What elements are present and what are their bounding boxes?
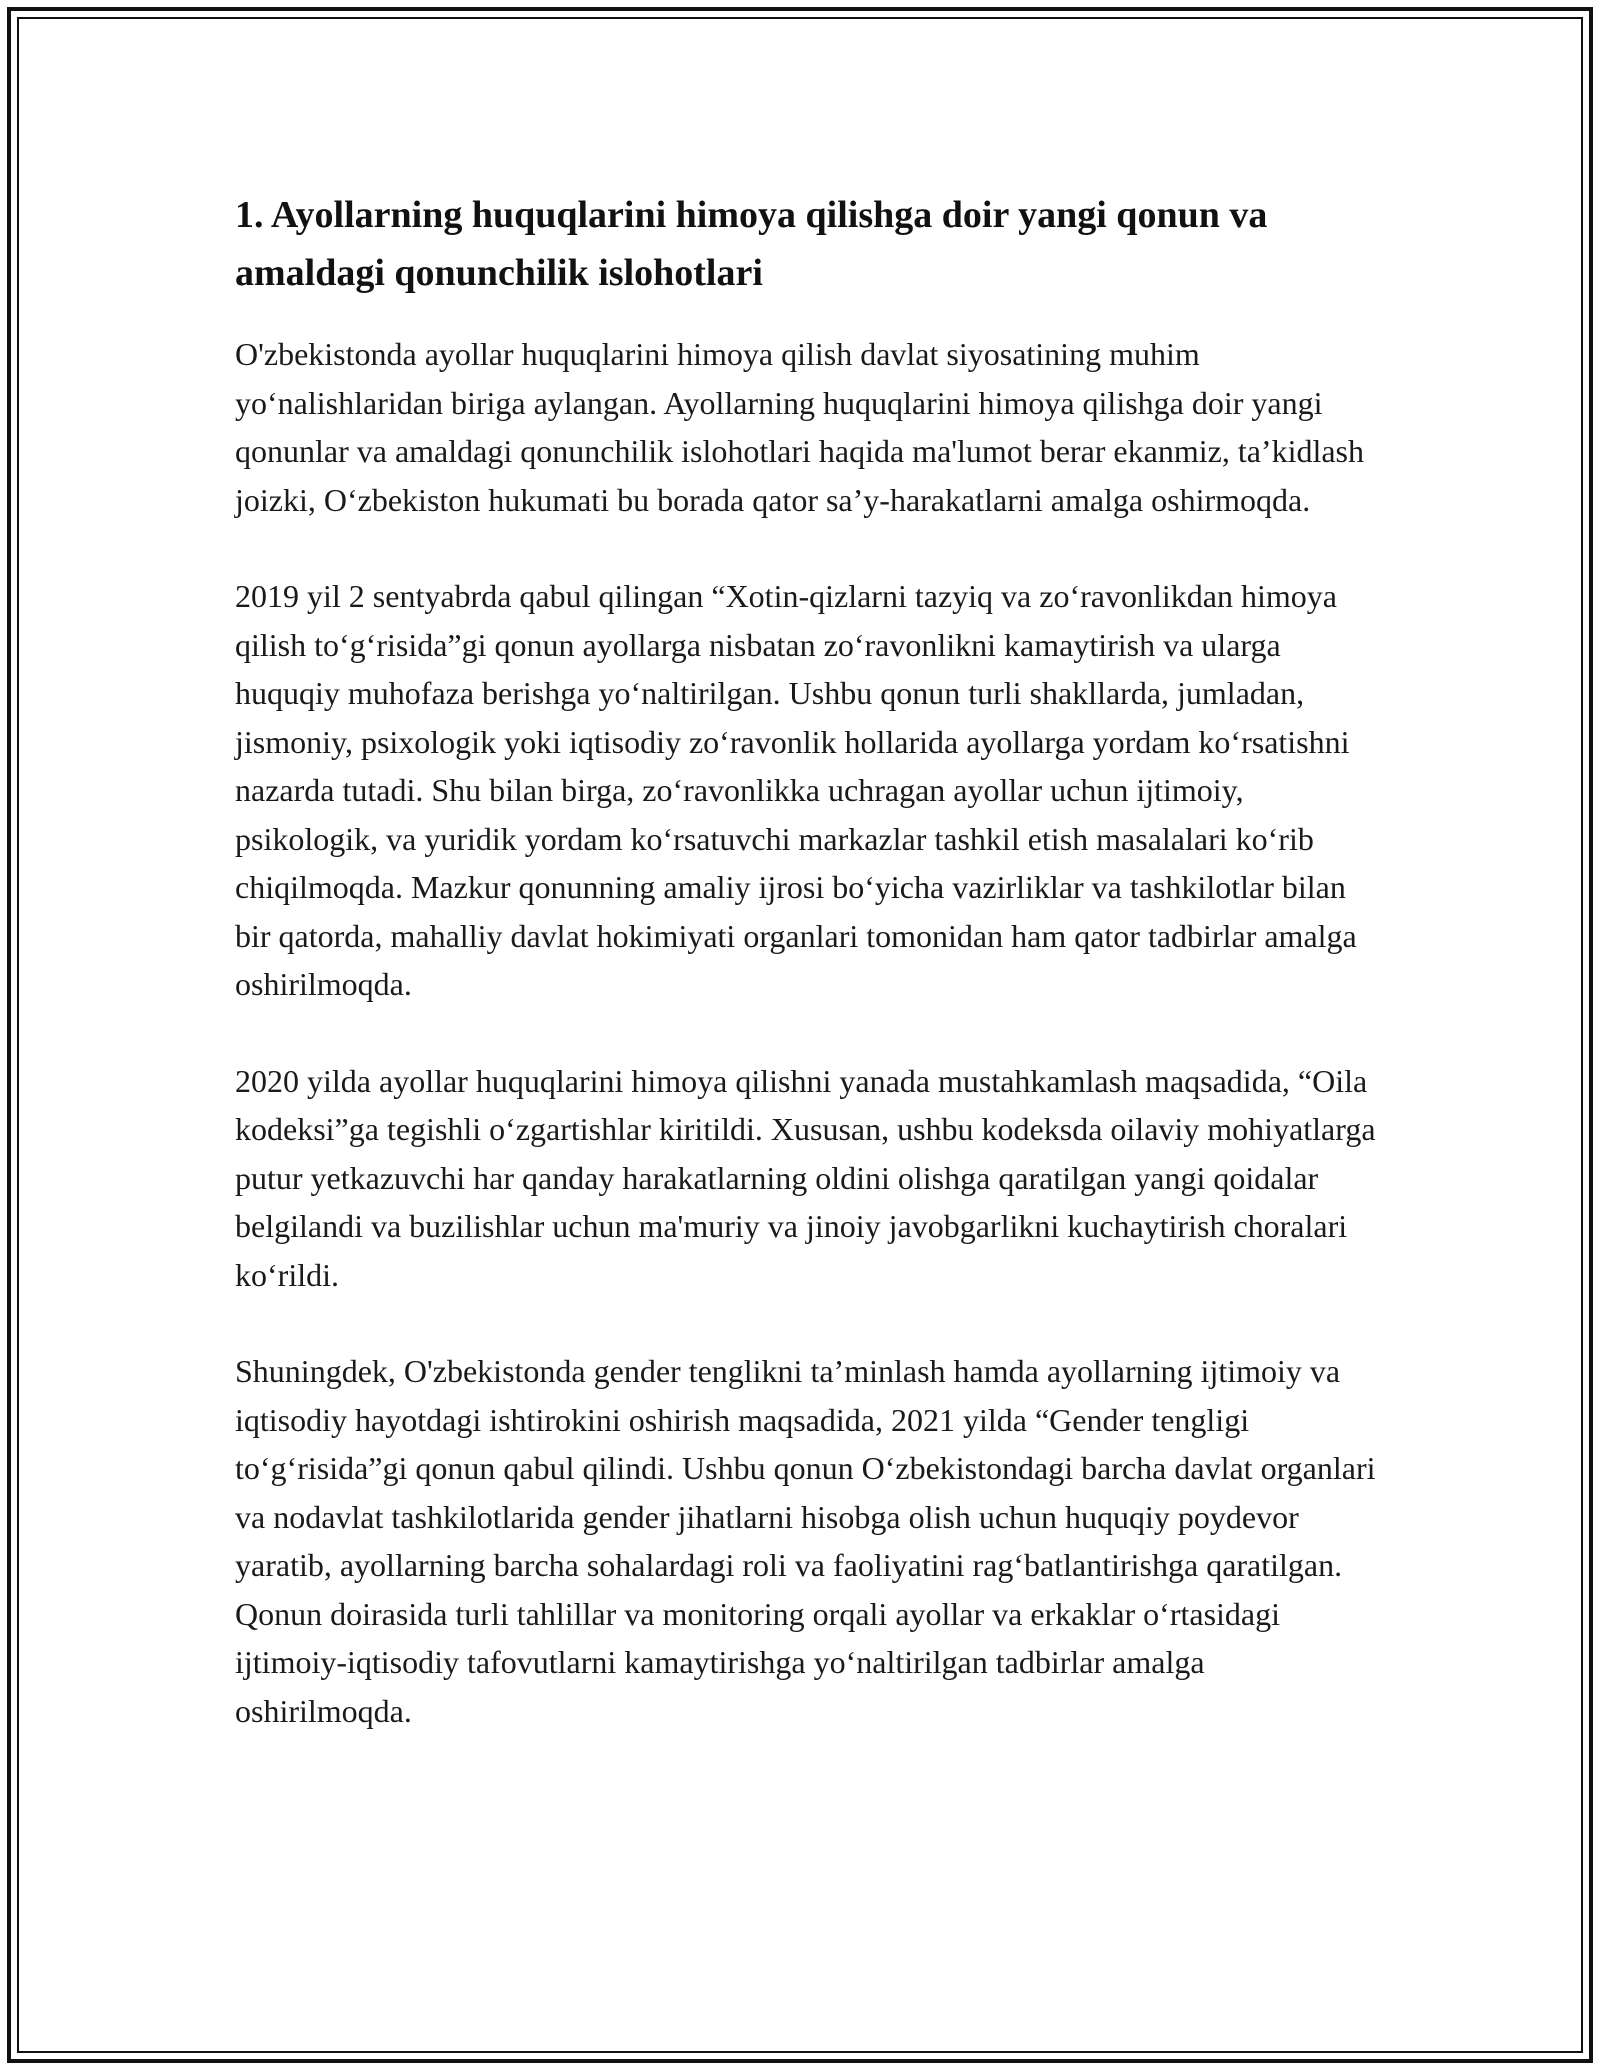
document-body (235, 186, 1385, 1735)
paragraph-2020-family-code: 2020 yilda ayollar huquqlarini himoya qilishni yanada mustahkamlash maqsadida, “Oila kodeksi”ga tegishli o‘zgartishlar kiritildi. Xususan, ushbu kodeksda oilaviy mohiyatlarga putur yetkazuvchi har qanday harakatlarning oldini olishga qaratilgan yangi qoidalar belgilandi va buzilishlar uchun ma'muriy va jinoiy javobgarlikni kuchaytirish choralari ko‘rildi. (235, 1062, 1376, 1293)
paragraph-2019-law: 2019 yil 2 sentyabrda qabul qilingan “Xotin-qizlarni tazyiq va zo‘ravonlikdan himoya qilish to‘g‘risida”gi qonun ayollarga nisbatan zo‘ravonlikni kamaytirish va ularga huquqiy muhofaza berishga yo‘naltirilgan. Ushbu qonun turli shakllarda, jumladan, jismoniy, psixologik yoki iqtisodiy zo‘ravonlik hollarida ayollarga yordam ko‘rsatishni nazarda tutadi. Shu bilan birga, zo‘ravonlikka uchragan ayollar uchun ijtimoiy, psikologik, va yuridik yordam ko‘rsatuvchi markazlar tashkil etish masalalari ko‘rib chiqilmoqda. Mazkur qonunning amaliy ijrosi bo‘yicha vazirliklar va tashkilotlar bilan bir qatorda, mahalliy davlat hokimiyati organlari tomonidan ham qator tadbirlar amalga oshirilmoqda. (235, 578, 1357, 1002)
section-heading: 1. Ayollarning huquqlarini himoya qilishga doir yangi qonun va amaldagi qonunchilik islohotlari (235, 194, 1268, 294)
paragraph-intro: O'zbekistonda ayollar huquqlarini himoya qilish davlat siyosatining muhim yo‘nalishlaridan biriga aylangan. Ayollarning huquqlarini himoya qilishga doir yangi qonunlar va amaldagi qonunchilik islohotlari haqida ma'lumot berar ekanmiz, ta’kidlash joizki, O‘zbekiston hukumati bu borada qator sa’y-harakatlarni amalga oshirmoqda. (235, 336, 1364, 518)
paragraph-2021-gender-law: Shuningdek, O'zbekistonda gender tenglikni ta’minlash hamda ayollarning ijtimoiy va iqtisodiy hayotdagi ishtirokini oshirish maqsadida, 2021 yilda “Gender tengligi to‘g‘risida”gi qonun qabul qilindi. Ushbu qonun O‘zbekistondagi barcha davlat organlari va nodavlat tashkilotlarida gender jihatlarni hisobga olish uchun huquqiy poydevor yaratib, ayollarning barcha sohalardagi roli va faoliyatini rag‘batlantirishga qaratilgan. Qonun doirasida turli tahlillar va monitoring orqali ayollar va erkaklar o‘rtasidagi ijtimoiy-iqtisodiy tafovutlarni kamaytirishga yo‘naltirilgan tadbirlar amalga oshirilmoqda. (235, 1353, 1376, 1729)
